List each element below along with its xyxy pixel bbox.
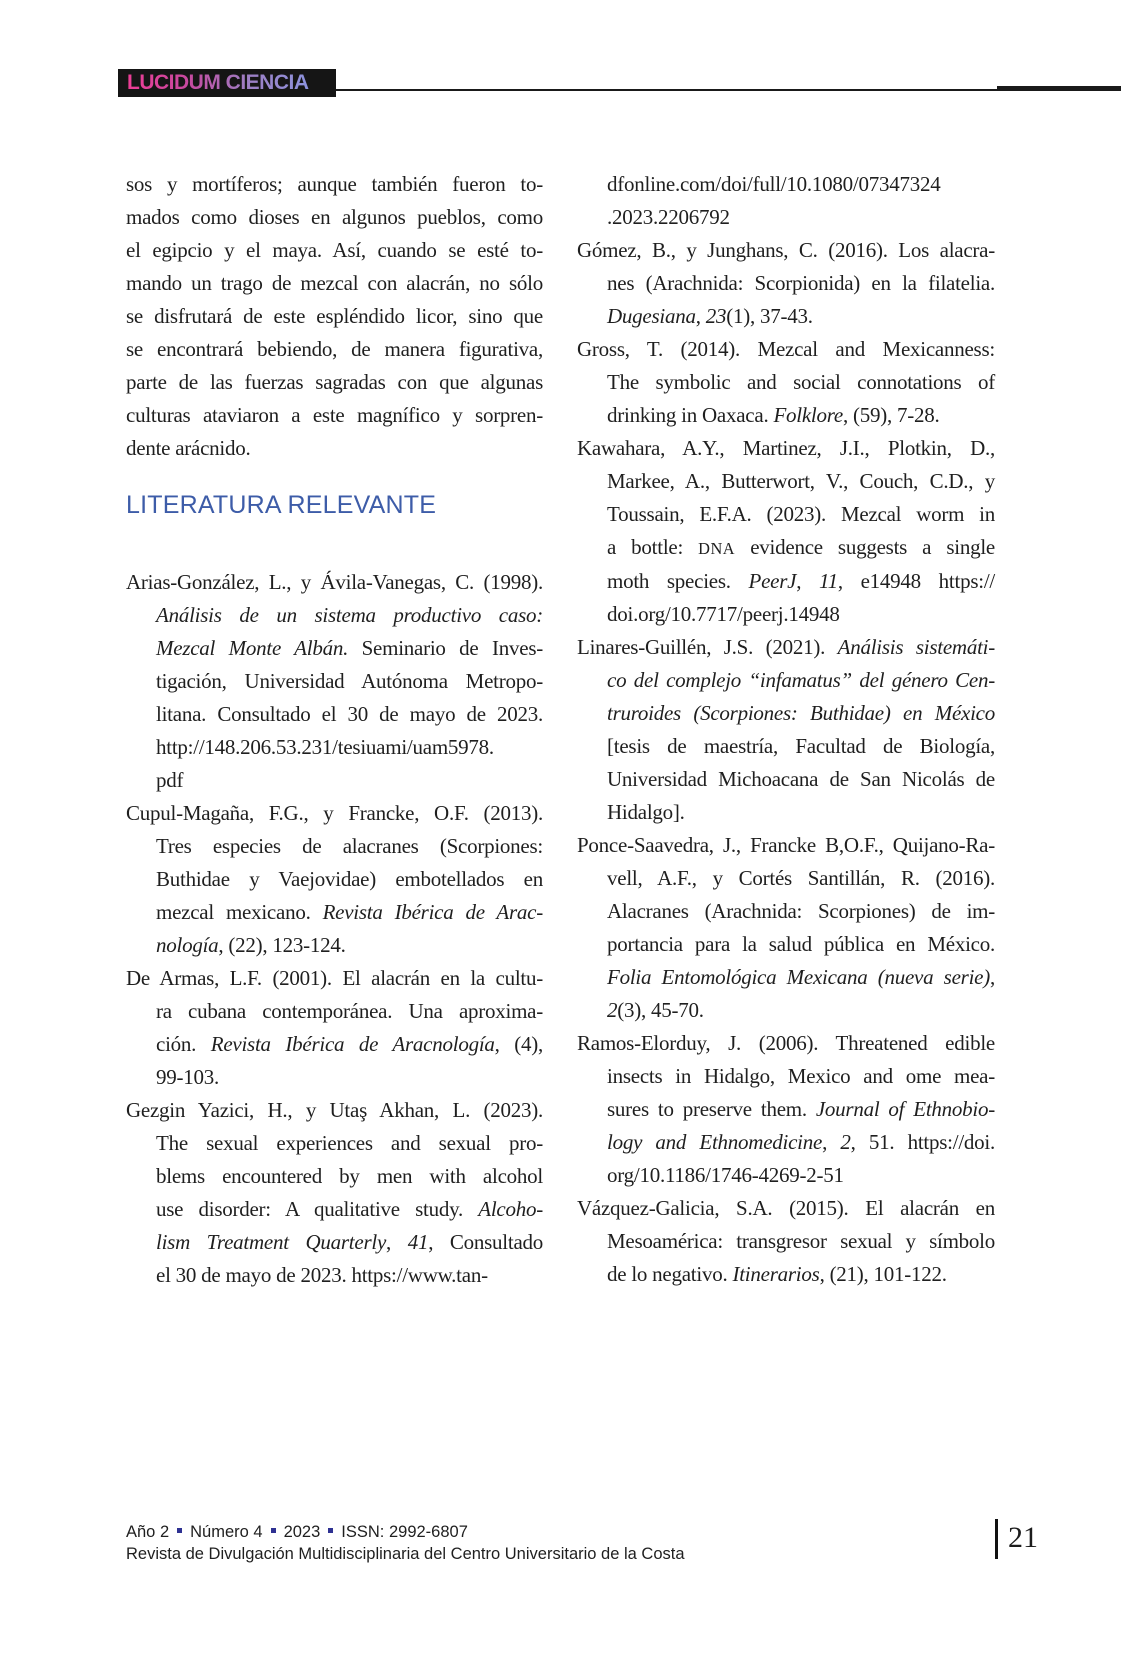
reference-entry — [577, 234, 995, 333]
italic-text-run: Folia Entomológica Mexicana (nueva serie) — [607, 965, 990, 989]
text-line — [577, 168, 995, 201]
paragraph — [126, 168, 543, 465]
text-run: org/10.1186/1746-4269-2-51 — [607, 1163, 844, 1187]
text-run: dente arácnido. — [126, 436, 251, 460]
text-line — [126, 168, 543, 201]
text-run: parte de las fuerzas sagradas con que algunas — [126, 370, 543, 394]
text-run: a bottle: — [607, 535, 699, 559]
italic-text-run: truroides (Scorpiones: Buthidae) en México — [607, 701, 995, 725]
text-line — [126, 1160, 543, 1193]
text-line — [577, 730, 995, 763]
text-run: Gross, T. (2014). Mezcal and Mexicanness: — [577, 337, 995, 361]
text-run: Markee, A., Butterwort, V., Couch, C.D., y — [607, 469, 995, 493]
text-line — [126, 995, 543, 1028]
text-line — [577, 366, 995, 399]
reference-entry — [577, 333, 995, 432]
text-line — [577, 598, 995, 631]
text-line — [577, 498, 995, 531]
text-run: , e14948 https:// — [837, 569, 995, 593]
text-run: vell, A.F., y Cortés Santillán, R. (2016). — [607, 866, 995, 890]
text-run: , — [990, 965, 995, 989]
text-run: Seminario de Inves- — [348, 636, 543, 660]
text-run: De Armas, L.F. (2001). El alacrán en la cultu- — [126, 966, 543, 990]
text-line — [126, 1259, 543, 1292]
text-line — [577, 961, 995, 994]
text-run: mando un trago de mezcal con alacrán, no sólo — [126, 271, 543, 295]
text-line — [577, 994, 995, 1027]
issue-meta-segment: Número 4 — [190, 1523, 263, 1541]
text-run: , — [796, 569, 819, 593]
text-line — [577, 1060, 995, 1093]
text-line — [577, 300, 995, 333]
italic-text-run: Revista Ibérica de Arac- — [322, 900, 543, 924]
text-run: Mesoamérica: transgresor sexual y símbolo — [607, 1229, 995, 1253]
reference-entry — [126, 1094, 543, 1292]
text-run: (3), 45-70. — [617, 998, 704, 1022]
text-run: mezcal mexicano. — [156, 900, 323, 924]
text-run: , — [695, 304, 706, 328]
text-line — [126, 797, 543, 830]
text-run: se disfrutará de este espléndido licor, sino que — [126, 304, 543, 328]
italic-text-run: 2 — [840, 1130, 851, 1154]
text-line — [577, 1027, 995, 1060]
text-line — [577, 1126, 995, 1159]
italic-text-run: nología — [156, 933, 219, 957]
reference-entry — [126, 962, 543, 1094]
journal-logo — [118, 69, 336, 97]
text-run: moth species. — [607, 569, 749, 593]
italic-text-run: 2 — [607, 998, 618, 1022]
text-run: insects in Hidalgo, Mexico and ome mea- — [607, 1064, 995, 1088]
text-line — [577, 1093, 995, 1126]
text-line — [126, 201, 543, 234]
text-line — [126, 632, 543, 665]
text-line — [126, 366, 543, 399]
text-run: ra cubana contemporánea. Una aproxima- — [156, 999, 543, 1023]
text-line — [577, 862, 995, 895]
text-line — [126, 599, 543, 632]
text-run: Buthidae y Vaejovidae) embotellados en — [156, 867, 543, 891]
text-run: , — [386, 1230, 408, 1254]
text-line — [126, 665, 543, 698]
text-line — [126, 267, 543, 300]
header-rule — [336, 89, 998, 91]
text-run: portancia para la salud pública en México. — [607, 932, 995, 956]
italic-text-run: Dugesiana — [607, 304, 696, 328]
reference-entry — [577, 829, 995, 1027]
text-run: evidence suggests a single — [735, 535, 996, 559]
text-line — [126, 764, 543, 797]
reference-entry — [577, 168, 995, 234]
text-line — [577, 201, 995, 234]
reference-entry — [126, 797, 543, 962]
text-line — [577, 631, 995, 664]
text-run: , 51. https://doi. — [850, 1130, 995, 1154]
reference-entry — [577, 1027, 995, 1192]
text-line — [126, 1094, 543, 1127]
text-line — [126, 896, 543, 929]
page-number-divider — [995, 1519, 998, 1559]
reference-entry — [577, 432, 995, 631]
text-run: [tesis de maestría, Facultad de Biología, — [607, 734, 995, 758]
text-line — [577, 465, 995, 498]
text-line — [577, 1225, 995, 1258]
text-run: Gezgin Yazici, H., y Utaş Akhan, L. (2023). — [126, 1098, 543, 1122]
text-run: , (4), — [494, 1032, 543, 1056]
reference-entry — [577, 631, 995, 829]
text-line — [126, 432, 543, 465]
italic-text-run: Folklore — [773, 403, 843, 427]
text-run: (1), 37-43. — [726, 304, 813, 328]
italic-text-run: Itinerarios — [732, 1262, 820, 1286]
text-run: nes (Arachnida: Scorpionida) en la filatelia. — [607, 271, 995, 295]
italic-text-run: 11 — [818, 569, 838, 593]
italic-text-run: Journal of Ethnobio- — [815, 1097, 995, 1121]
left-column — [126, 168, 543, 1292]
text-line — [577, 432, 995, 465]
italic-text-run: co del complejo “infamatus” del género Cen- — [607, 668, 995, 692]
text-line — [126, 1226, 543, 1259]
text-run: , (22), 123-124. — [218, 933, 346, 957]
text-run: el 30 de mayo de 2023. https://www.tan- — [156, 1263, 488, 1287]
italic-text-run: 41 — [407, 1230, 429, 1254]
text-line — [126, 1193, 543, 1226]
text-run: tigación, Universidad Autónoma Metropo- — [156, 669, 543, 693]
text-run: Linares-Guillén, J.S. (2021). — [577, 635, 838, 659]
text-line — [126, 962, 543, 995]
text-run: Cupul-Magaña, F.G., y Francke, O.F. (2013). — [126, 801, 543, 825]
text-run: The symbolic and social connotations of — [607, 370, 995, 394]
text-line — [577, 531, 995, 565]
reference-entry — [126, 566, 543, 797]
text-line — [577, 565, 995, 598]
text-line — [577, 1159, 995, 1192]
article-body — [126, 168, 995, 1292]
text-run: Ponce-Saavedra, J., Francke B,O.F., Quijano-Ra- — [577, 833, 995, 857]
separator-square-icon — [177, 1528, 182, 1533]
issue-meta-segment: ISSN: 2992-6807 — [341, 1523, 468, 1541]
text-run: Alacranes (Arachnida: Scorpiones) de im- — [607, 899, 995, 923]
text-run: doi.org/10.7717/peerj.14948 — [607, 602, 840, 626]
italic-text-run: Alcoho- — [478, 1197, 543, 1221]
italic-text-run: 23 — [705, 304, 727, 328]
italic-text-run: lism Treatment Quarterly — [156, 1230, 387, 1254]
text-run: , Consultado — [428, 1230, 544, 1254]
text-run: use disorder: A qualitative study. — [156, 1197, 479, 1221]
text-line — [577, 664, 995, 697]
text-run: el egipcio y el maya. Así, cuando se esté to- — [126, 238, 543, 262]
section-heading: LITERATURA RELEVANTE — [126, 491, 437, 519]
text-line — [126, 863, 543, 896]
text-line — [577, 697, 995, 730]
text-line — [126, 566, 543, 599]
text-run: litana. Consultado el 30 de mayo de 2023. — [156, 702, 543, 726]
text-run: Tres especies de alacranes (Scorpiones: — [156, 834, 543, 858]
italic-text-run: Mezcal Monte Albán. — [156, 636, 349, 660]
text-line — [126, 1127, 543, 1160]
journal-logo-text: LUCIDUM CIENCIA — [127, 71, 309, 94]
italic-text-run: Análisis sistemáti- — [837, 635, 995, 659]
text-line — [126, 399, 543, 432]
text-line — [577, 796, 995, 829]
text-line — [126, 1028, 543, 1061]
text-line — [577, 234, 995, 267]
page-number: 21 — [1008, 1521, 1038, 1554]
text-run: culturas ataviaron a este magnífico y sorpren- — [126, 403, 543, 427]
journal-name-line: Revista de Divulgación Multidisciplinaria del Centro Universitario de la Costa — [126, 1545, 685, 1563]
text-line — [126, 698, 543, 731]
text-run: Ramos-Elorduy, J. (2006). Threatened edible — [577, 1031, 995, 1055]
text-run: Gómez, B., y Junghans, C. (2016). Los alacra- — [577, 238, 995, 262]
text-line — [126, 333, 543, 366]
separator-square-icon — [328, 1528, 333, 1533]
text-run: sures to preserve them. — [607, 1097, 816, 1121]
text-line — [577, 928, 995, 961]
issue-meta-segment: 2023 — [283, 1523, 321, 1541]
text-run: sos y mortíferos; aunque también fueron to- — [126, 172, 543, 196]
text-run: Vázquez-Galicia, S.A. (2015). El alacrán en — [577, 1196, 995, 1220]
text-line — [577, 399, 995, 432]
text-line — [577, 1192, 995, 1225]
text-run: se encontrará bebiendo, de manera figurativa, — [126, 337, 543, 361]
italic-text-run: Revista Ibérica de Aracnología — [210, 1032, 495, 1056]
text-run: , (21), 101-122. — [819, 1262, 947, 1286]
issue-meta-line — [126, 1521, 866, 1543]
italic-text-run: logy and Ethnomedicine — [607, 1130, 823, 1154]
text-line — [126, 830, 543, 863]
text-run: Toussain, E.F.A. (2023). Mezcal worm in — [607, 502, 995, 526]
reference-entry — [577, 1192, 995, 1291]
text-run: Hidalgo]. — [607, 800, 685, 824]
text-run: , — [822, 1130, 841, 1154]
text-line — [577, 895, 995, 928]
header-rule-end — [997, 86, 1121, 91]
right-column — [577, 168, 995, 1292]
text-line — [577, 1258, 995, 1291]
text-run: dfonline.com/doi/full/10.1080/07347324 — [607, 172, 941, 196]
italic-text-run: Análisis de un sistema productivo caso: — [156, 603, 543, 627]
text-run: pdf — [156, 768, 184, 792]
text-line — [126, 234, 543, 267]
separator-square-icon — [271, 1528, 276, 1533]
issue-meta-segment: Año 2 — [126, 1523, 170, 1541]
text-line — [126, 300, 543, 333]
text-run: ción. — [156, 1032, 211, 1056]
text-line — [126, 1061, 543, 1094]
text-run: Universidad Michoacana de San Nicolás de — [607, 767, 995, 791]
text-run: drinking in Oaxaca. — [607, 403, 774, 427]
text-run: http://148.206.53.231/tesiuami/uam5978. — [156, 735, 494, 759]
text-run: The sexual experiences and sexual pro- — [156, 1131, 543, 1155]
text-line — [577, 333, 995, 366]
text-run: mados como dioses en algunos pueblos, como — [126, 205, 543, 229]
text-run: .2023.2206792 — [607, 205, 730, 229]
text-line — [577, 763, 995, 796]
text-line — [126, 731, 543, 764]
text-run: de lo negativo. — [607, 1262, 733, 1286]
page-footer — [126, 1521, 866, 1565]
text-run: , (59), 7-28. — [842, 403, 940, 427]
text-run: Kawahara, A.Y., Martinez, J.I., Plotkin, D., — [577, 436, 995, 460]
text-line — [577, 829, 995, 862]
text-run: Arias-González, L., y Ávila-Vanegas, C. (1998). — [126, 570, 543, 594]
italic-text-run: PeerJ — [748, 569, 797, 593]
smallcaps-text-run: DNA — [698, 539, 736, 558]
text-line — [126, 929, 543, 962]
text-line — [577, 267, 995, 300]
text-run: blems encountered by men with alcohol — [156, 1164, 543, 1188]
text-run: 99-103. — [156, 1065, 219, 1089]
